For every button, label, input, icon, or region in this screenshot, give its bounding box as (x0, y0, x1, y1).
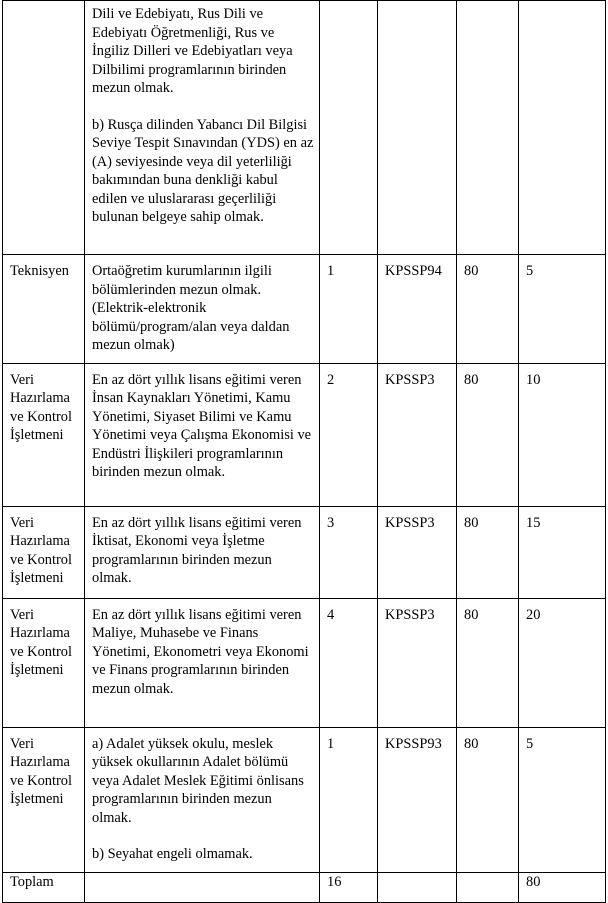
requirements-cell (85, 598, 320, 727)
min-score-cell: 80 (457, 598, 519, 727)
table-row (3, 363, 606, 506)
quota-cell: 15 (519, 506, 606, 598)
quota-cell: 5 (519, 727, 606, 872)
total-count: 16 (320, 872, 378, 902)
min-score-cell (457, 1, 519, 255)
score-type-cell: KPSSP3 (378, 363, 457, 506)
quota-cell: 5 (519, 255, 606, 364)
quota-cell: 10 (519, 363, 606, 506)
count-cell: 3 (320, 506, 378, 598)
quota-cell: 20 (519, 598, 606, 727)
requirement-text: Dili ve Edebiyatı, Rus Dili ve Edebiyatı Öğretmenliği, Rus ve İngiliz Dilleri ve Edebiyatları veya Dilbilimi programlarının birinden mezun olmak. (92, 6, 293, 96)
requirement-text: En az dört yıllık lisans eğitimi veren Maliye, Muhasebe ve Finans Yönetimi, Ekonometri veya Ekonomi ve Finans programlarının birinden mezun olmak. (92, 606, 309, 697)
position-cell: Veri Hazırlama ve Kontrol İşletmeni (3, 727, 85, 872)
requirement-text: a) Adalet yüksek okulu, meslek yüksek okullarının Adalet bölümü veya Adalet Meslek Eğitimi önlisans programlarının birinden mezun olmak. (92, 735, 304, 826)
score-type-cell: KPSSP3 (378, 506, 457, 598)
total-quota: 80 (519, 872, 606, 902)
min-score-cell: 80 (457, 727, 519, 872)
score-type-cell (378, 1, 457, 255)
score-type-cell: KPSSP93 (378, 727, 457, 872)
count-cell: 2 (320, 363, 378, 506)
score-type-cell: KPSSP3 (378, 598, 457, 727)
min-score-cell: 80 (457, 363, 519, 506)
position-cell: Veri Hazırlama ve Kontrol İşletmeni (3, 363, 85, 506)
position-cell: Teknisyen (3, 255, 85, 364)
total-empty-cell (457, 872, 519, 902)
requirement-text: En az dört yıllık lisans eğitimi veren İktisat, Ekonomi veya İşletme programlarının birinden mezun olmak. (92, 514, 302, 586)
count-cell (320, 1, 378, 255)
requirements-cell (85, 1, 320, 255)
min-score-cell: 80 (457, 506, 519, 598)
table-row (3, 255, 606, 364)
table-row (3, 727, 606, 872)
requirement-text: b) Rusça dilinden Yabancı Dil Bilgisi Seviye Tespit Sınavından (YDS) en az (A) seviyesinde veya dil yeterliliği bakımından buna denkliği kabul edilen ve uluslararası geçerliliği bulunan belgeye sahip olmak. (92, 116, 314, 225)
position-cell (3, 1, 85, 255)
requirements-cell (85, 363, 320, 506)
positions-table (2, 0, 606, 903)
score-type-cell: KPSSP94 (378, 255, 457, 364)
total-empty-cell (378, 872, 457, 902)
count-cell: 4 (320, 598, 378, 727)
count-cell: 1 (320, 255, 378, 364)
requirements-cell (85, 506, 320, 598)
min-score-cell: 80 (457, 255, 519, 364)
quota-cell (519, 1, 606, 255)
total-row (3, 872, 606, 902)
count-cell: 1 (320, 727, 378, 872)
table-row (3, 1, 606, 255)
table-row (3, 598, 606, 727)
requirement-text: En az dört yıllık lisans eğitimi veren İnsan Kaynakları Yönetimi, Kamu Yönetimi, Siyaset Bilimi ve Kamu Yönetimi veya Çalışma Ekonomisi ve Endüstri İlişkileri programlarının birinden mezun olmak. (92, 371, 312, 480)
requirement-text: Ortaöğretim kurumlarının ilgili bölümlerinden mezun olmak. (Elektrik-elektronik bölümü/program/alan veya daldan mezun olmak) (92, 263, 290, 353)
position-cell: Veri Hazırlama ve Kontrol İşletmeni (3, 598, 85, 727)
requirements-cell (85, 255, 320, 364)
requirement-text: b) Seyahat engeli olmamak. (92, 846, 253, 862)
total-empty-cell (85, 872, 320, 902)
requirements-cell (85, 727, 320, 872)
total-label: Toplam (3, 872, 85, 902)
position-cell: Veri Hazırlama ve Kontrol İşletmeni (3, 506, 85, 598)
table-row (3, 506, 606, 598)
